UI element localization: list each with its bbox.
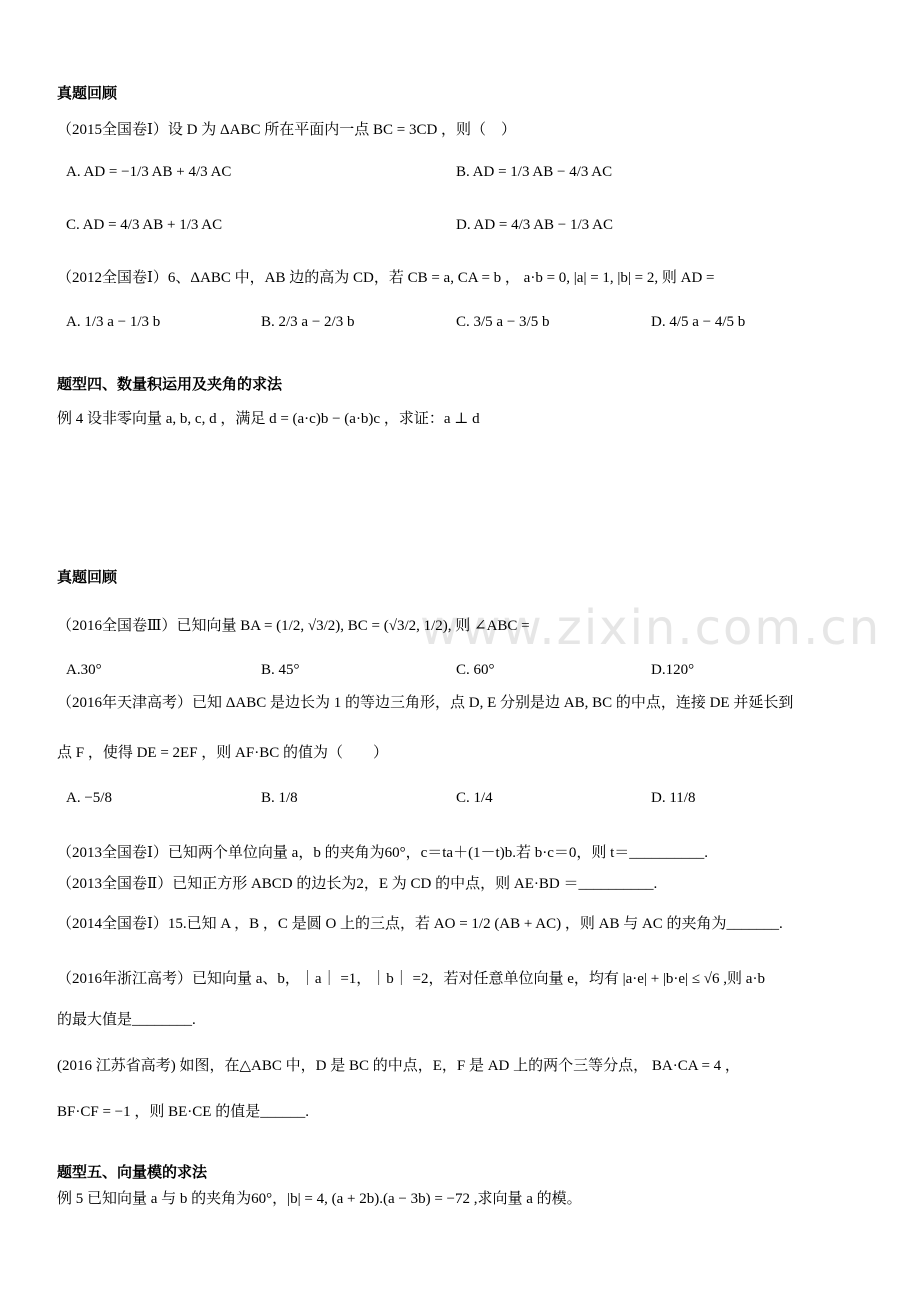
question-2013-2: （2013全国卷Ⅱ）已知正方形 ABCD 的边长为2，E 为 CD 的中点，则 AE·BD ＝__________.	[57, 876, 658, 892]
question-2015-stem: （2015全国卷Ⅰ）设 D 为 ΔABC 所在平面内一点 BC = 3CD ，则（ ）	[57, 122, 517, 138]
question-2016-tianjin-option-c: C. 1/4	[456, 790, 493, 806]
question-2016-3-option-d: D.120°	[651, 662, 695, 678]
question-2016-tianjin-line1: （2016年天津高考）已知 ΔABC 是边长为 1 的等边三角形，点 D, E 分别是边 AB, BC 的中点，连接 DE 并延长到	[57, 695, 794, 711]
section-heading-type-5: 题型五、向量模的求法	[57, 1163, 208, 1181]
question-2015-option-c: C. AD = 4/3 AB + 1/3 AC	[66, 217, 223, 233]
section-heading-review-1: 真题回顾	[57, 84, 118, 102]
question-2016-tianjin-line2: 点 F ，使得 DE = 2EF ，则 AF·BC 的值为（ ）	[57, 745, 388, 761]
question-2016-3-stem: （2016全国卷Ⅲ）已知向量 BA = (1/2, √3/2), BC = (√3/2, 1/2), 则 ∠ABC =	[57, 618, 530, 634]
question-2016-3-option-b: B. 45°	[261, 662, 300, 678]
question-2013-1: （2013全国卷Ⅰ）已知两个单位向量 a，b 的夹角为60°，c＝ta＋(1－t)b.若 b·c＝0，则 t＝__________.	[57, 845, 709, 861]
question-2015-option-d: D. AD = 4/3 AB − 1/3 AC	[456, 217, 613, 233]
question-2012-option-b: B. 2/3 a − 2/3 b	[261, 314, 355, 330]
example-4: 例 4 设非零向量 a, b, c, d ，满足 d = (a·c)b − (a·b)c ，求证：a ⊥ d	[57, 411, 480, 427]
question-2016-jiangsu-line2: BF·CF = −1 ，则 BE·CE 的值是______.	[57, 1104, 309, 1120]
watermark: www.zixin.com.cn	[420, 600, 882, 656]
question-2016-zhejiang-line1: （2016年浙江高考）已知向量 a、b，｜a｜ =1，｜b｜ =2，若对任意单位向量 e，均有 |a·e| + |b·e| ≤ √6 ,则 a·b	[57, 971, 765, 987]
question-2016-3-option-c: C. 60°	[456, 662, 495, 678]
section-heading-review-2: 真题回顾	[57, 568, 118, 586]
question-2015-option-a: A. AD = −1/3 AB + 4/3 AC	[66, 164, 232, 180]
question-2016-tianjin-option-a: A. −5/8	[66, 790, 112, 806]
question-2015-option-b: B. AD = 1/3 AB − 4/3 AC	[456, 164, 613, 180]
question-2016-3-option-a: A.30°	[66, 662, 102, 678]
question-2012-stem: （2012全国卷Ⅰ）6、ΔABC 中，AB 边的高为 CD，若 CB = a, CA = b ， a·b = 0, |a| = 1, |b| = 2, 则 AD =	[57, 270, 715, 286]
question-2012-option-c: C. 3/5 a − 3/5 b	[456, 314, 550, 330]
question-2016-zhejiang-line2: 的最大值是________.	[57, 1012, 196, 1028]
question-2012-option-a: A. 1/3 a − 1/3 b	[66, 314, 161, 330]
question-2016-tianjin-option-d: D. 11/8	[651, 790, 696, 806]
question-2016-jiangsu-line1: (2016 江苏省高考) 如图，在△ABC 中，D 是 BC 的中点，E，F 是 AD 上的两个三等分点， BA·CA = 4 ，	[57, 1058, 740, 1074]
example-5: 例 5 已知向量 a 与 b 的夹角为60°，|b| = 4, (a + 2b).(a − 3b) = −72 ,求向量 a 的模。	[57, 1191, 582, 1207]
question-2012-option-d: D. 4/5 a − 4/5 b	[651, 314, 746, 330]
question-2014-1: （2014全国卷Ⅰ）15.已知 A ，B ，C 是圆 O 上的三点，若 AO = 1/2 (AB + AC) ，则 AB 与 AC 的夹角为_______.	[57, 916, 783, 932]
section-heading-type-4: 题型四、数量积运用及夹角的求法	[57, 375, 283, 393]
question-2016-tianjin-option-b: B. 1/8	[261, 790, 298, 806]
